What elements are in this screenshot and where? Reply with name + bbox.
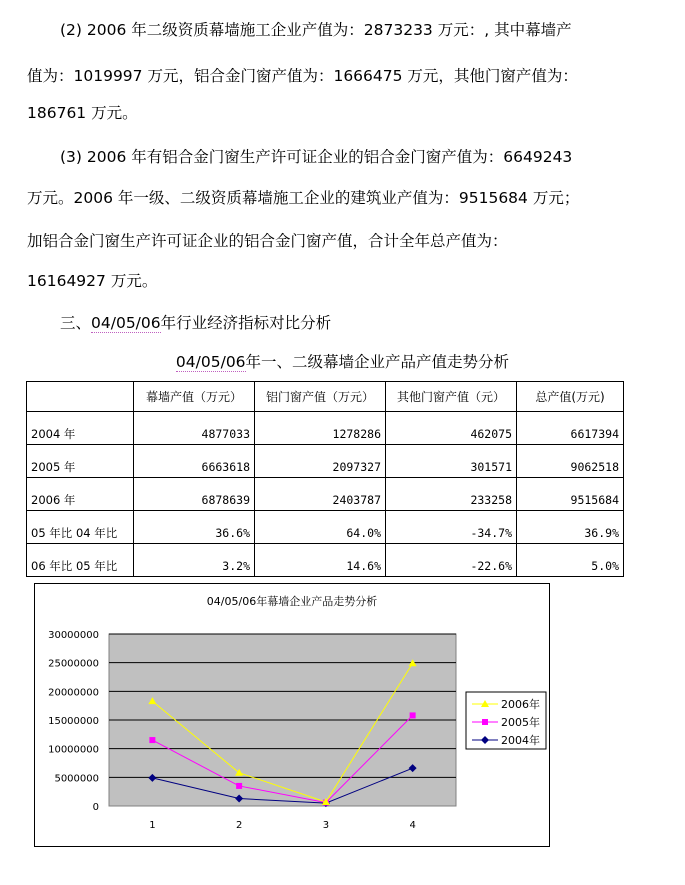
table-header-cell: [27, 382, 134, 412]
table-cell: 6878639: [134, 478, 255, 511]
section-years: 04/05/06: [91, 314, 161, 332]
x-tick-label: 4: [409, 820, 416, 831]
table-cell: 2403787: [255, 478, 386, 511]
table-cell: 36.9%: [517, 511, 624, 544]
section-suffix: 年行业经济指标对比分析: [160, 314, 332, 332]
table-cell: 301571: [386, 445, 517, 478]
table-header-cell: 幕墙产值（万元）: [134, 382, 255, 412]
paragraph-2-line-1: (2) 2006 年二级资质幕墙施工企业产值为：2873233 万元：, 其中幕墙产: [60, 21, 572, 39]
x-tick-label: 1: [149, 820, 156, 831]
chart-legend: [466, 692, 546, 749]
table-row: [27, 544, 624, 577]
y-tick-label: 30000000: [48, 630, 99, 641]
y-tick-label: 10000000: [48, 744, 99, 756]
section-heading: [60, 311, 331, 333]
paragraph-3-line-1: (3) 2006 年有铝合金门窗生产许可证企业的铝合金门窗产值为：6649243: [60, 148, 573, 166]
row-label: 05 年比 04 年比: [27, 511, 134, 544]
section-prefix: 三、: [60, 314, 92, 332]
table-cell: 36.6%: [134, 511, 255, 544]
table-header-row: [27, 382, 624, 412]
x-axis-ticks: [149, 820, 416, 831]
series-point: [482, 719, 488, 725]
y-tick-label: 20000000: [48, 687, 99, 699]
paragraph-3-line-4: 16164927 万元。: [27, 272, 158, 290]
table-cell: 14.6%: [255, 544, 386, 577]
series-point: [149, 737, 155, 743]
row-label: 06 年比 05 年比: [27, 544, 134, 577]
y-tick-label: 25000000: [48, 658, 99, 670]
table-header-cell: 铝门窗产值（万元）: [255, 382, 386, 412]
table-cell: 3.2%: [134, 544, 255, 577]
table-cell: 9515684: [517, 478, 624, 511]
table-cell: 6663618: [134, 445, 255, 478]
series-point: [236, 783, 242, 789]
trend-chart-svg: [35, 584, 549, 846]
y-tick-label: 0: [92, 802, 99, 813]
paragraph-3-line-3: 加铝合金门窗生产许可证企业的铝合金门窗产值，合计全年总产值为：: [27, 232, 508, 250]
x-tick-label: 2: [235, 820, 243, 831]
table-row: [27, 511, 624, 544]
table-cell: 1278286: [255, 412, 386, 445]
output-value-table: [26, 381, 624, 577]
table-row: [27, 445, 624, 478]
table-header-cell: 总产值(万元): [517, 382, 624, 412]
y-tick-label: 15000000: [48, 716, 99, 727]
y-axis-ticks: [48, 630, 99, 813]
paragraph-3-line-2: 万元。2006 年一级、二级资质幕墙施工企业的建筑业产值为：9515684 万元；: [27, 189, 580, 207]
legend-label: 2005年: [501, 716, 540, 729]
x-tick-label: 3: [322, 820, 330, 831]
trend-chart: [34, 583, 550, 847]
chart-title: 04/05/06年幕墙企业产品走势分析: [206, 595, 378, 608]
table-title-suffix: 年一、二级幕墙企业产品产值走势分析: [245, 353, 510, 371]
table-cell: 4877033: [134, 412, 255, 445]
paragraph-2-line-2: 值为：1019997 万元，铝合金门窗产值为：1666475 万元，其他门窗产值为：: [27, 67, 578, 85]
row-label: 2004 年: [27, 412, 134, 445]
series-point: [410, 712, 416, 718]
row-label: 2006 年: [27, 478, 134, 511]
table-row: [27, 478, 624, 511]
table-cell: 233258: [386, 478, 517, 511]
table-cell: 462075: [386, 412, 517, 445]
table-title-years: 04/05/06: [175, 353, 246, 371]
table-cell: 2097327: [255, 445, 386, 478]
table-cell: 5.0%: [517, 544, 624, 577]
table-row: [27, 412, 624, 445]
table-cell: 64.0%: [255, 511, 386, 544]
table-cell: -34.7%: [386, 511, 517, 544]
table-cell: 6617394: [517, 412, 624, 445]
table-cell: -22.6%: [386, 544, 517, 577]
legend-label: 2004年: [501, 734, 540, 747]
paragraph-2-line-3: 186761 万元。: [27, 104, 138, 122]
row-label: 2005 年: [27, 445, 134, 478]
y-tick-label: 5000000: [54, 773, 99, 785]
legend-label: 2006年: [501, 698, 540, 711]
table-header-cell: 其他门窗产值（元）: [386, 382, 517, 412]
table-cell: 9062518: [517, 445, 624, 478]
table-title: [0, 350, 685, 372]
